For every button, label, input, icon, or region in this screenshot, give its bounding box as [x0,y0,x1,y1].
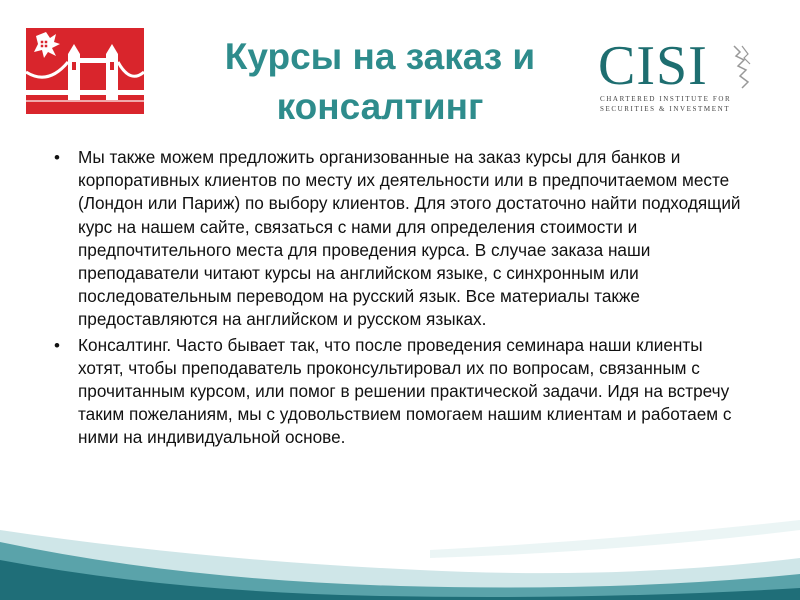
cisi-logo-word: CISI [598,35,708,97]
bullet-text: Консалтинг. Часто бывает так, что после проведения семинара наши клиенты хотят, чтобы преподаватель проконсультировал их по вопросам, связанным с прочитанным курсом, или помог в решении практической задачи. Идя на встречу таким пожеланиям, мы с удовольствием помогаем нашим клиентам и работаем с ними на индивидуальной основе. [78,334,732,448]
red-crest-bridge-logo [26,28,144,114]
bullet-text: Мы также можем предложить организованные на заказ курсы для банков и корпоративных клиентов по месту их деятельности или в предпочитаемом месте (Лондон или Париж) по выбору клиентов. Для этого достаточно найти подходящий курс на нашем сайте, связаться с нами для определения стоимости и предпочтительного места для проведения курса. В случае заказа наши преподаватели читают курсы на английском языке, с синхронным или последовательным переводом на русский язык. Все материалы также предоставляются на английском и русском языках. [78,147,741,330]
wave-decoration [0,500,800,600]
bullet-icon: • [54,335,60,355]
list-item [52,334,752,450]
list-item [52,146,752,332]
cisi-griffin-icon [730,42,754,92]
cisi-sub-line1: CHARTERED INSTITUTE FOR [600,95,732,103]
bridge-crest-icon [26,28,144,114]
bullet-list [52,146,752,452]
cisi-logo-subtitle [600,94,760,114]
page-title: Курсы на заказ и консалтинг [224,36,536,127]
cisi-sub-line2: SECURITIES & INVESTMENT [600,105,731,113]
footer-wave [0,500,800,600]
cisi-logo [598,36,758,118]
bullet-icon: • [54,148,60,167]
